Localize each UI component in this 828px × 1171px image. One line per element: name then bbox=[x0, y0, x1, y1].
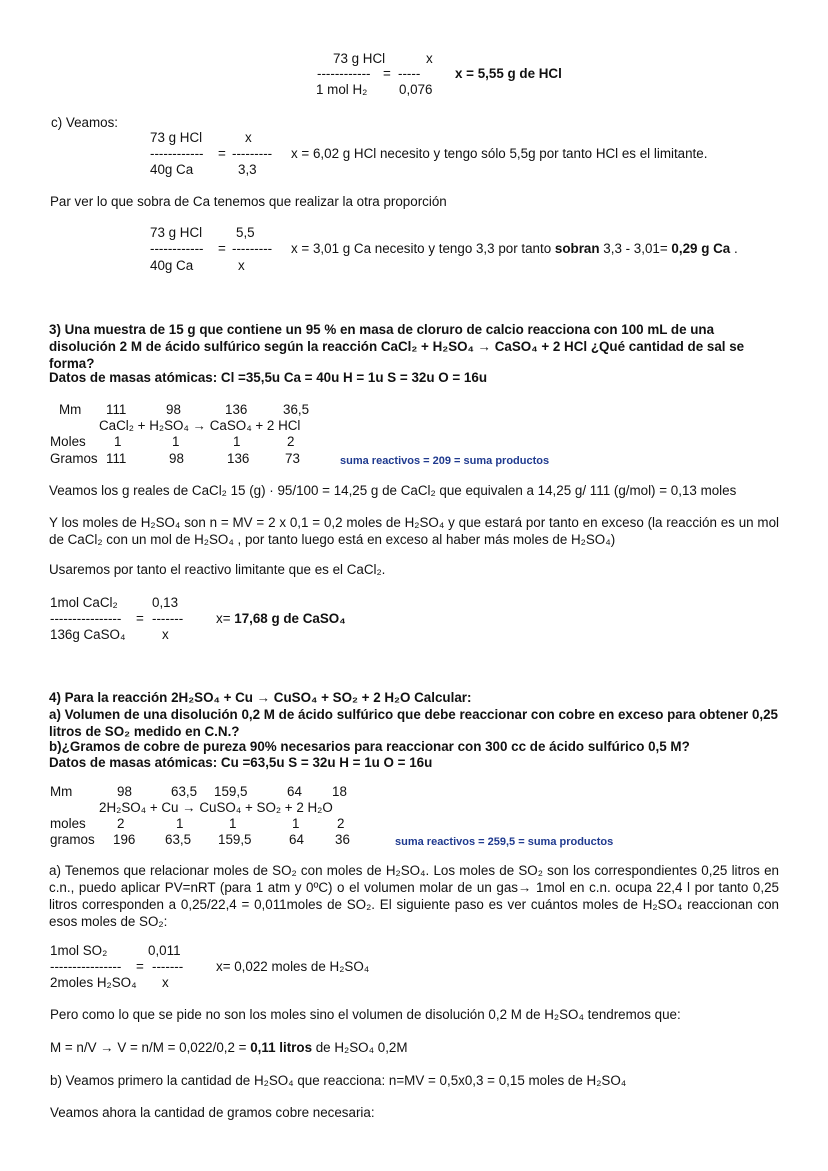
p3-prop-equals: = bbox=[136, 611, 144, 626]
part-c-dashes-2: --------- bbox=[232, 146, 273, 161]
p3-moles-label: Moles bbox=[50, 434, 86, 449]
problem-4-paragraph-4: b) Veamos primero la cantidad de H₂SO₄ que reacciona: n=MV = 0,5x0,3 = 0,15 moles de H₂SO₄ bbox=[50, 1073, 627, 1088]
p4-prop-numerator-x: 0,011 bbox=[148, 943, 181, 958]
p4-grams-value: 159,5 bbox=[218, 832, 252, 847]
ca-prop-numerator-x: 5,5 bbox=[236, 225, 255, 240]
problem-3-paragraph-3: Usaremos por tanto el reactivo limitante que es el CaCl₂. bbox=[49, 562, 386, 577]
p3-prop-dashes-2: ------- bbox=[152, 611, 184, 626]
p3-moles-value: 1 bbox=[233, 434, 241, 449]
ca-prop-denominator: 40g Ca bbox=[150, 258, 194, 273]
top-prop-dashes-2: ----- bbox=[398, 66, 421, 81]
problem-4-title: 4) Para la reacción 2H₂SO₄ + Cu → CuSO₄ + SO₂ + 2 H₂O Calcular: bbox=[49, 690, 472, 705]
p4-prop-equals: = bbox=[136, 959, 144, 974]
part-c-result: x = 6,02 g HCl necesito y tengo sólo 5,5g por tanto HCl es el limitante. bbox=[291, 146, 708, 161]
p4-grams-label: gramos bbox=[50, 832, 95, 847]
top-prop-numerator: 73 g HCl bbox=[333, 51, 386, 66]
ca-prop-dashes-2: --------- bbox=[232, 241, 273, 256]
p3-mm-value: 36,5 bbox=[283, 402, 310, 417]
p4-grams-value: 36 bbox=[335, 832, 350, 847]
p4-mm-label: Mm bbox=[50, 784, 73, 799]
p3-reaction: CaCl₂ + H₂SO₄ → CaSO₄ + 2 HCl bbox=[99, 418, 301, 433]
p4-prop-numerator: 1mol SO₂ bbox=[50, 943, 108, 958]
p3-moles-value: 2 bbox=[287, 434, 295, 449]
p4-mm-value: 18 bbox=[332, 784, 347, 799]
top-prop-denominator-x: 0,076 bbox=[399, 82, 433, 97]
p4-moles-value: 1 bbox=[176, 816, 184, 831]
problem-4-masses: Datos de masas atómicas: Cu =63,5u S = 32u H = 1u O = 16u bbox=[49, 755, 433, 770]
p3-sum-note: suma reactivos = 209 = suma productos bbox=[340, 455, 550, 467]
p4-moles-label: moles bbox=[50, 816, 86, 831]
ca-prop-numerator: 73 g HCl bbox=[150, 225, 203, 240]
p4-sum-note: suma reactivos = 259,5 = suma productos bbox=[395, 836, 614, 848]
ca-prop-equals: = bbox=[218, 241, 226, 256]
p4-grams-value: 63,5 bbox=[165, 832, 192, 847]
par-ver-text: Par ver lo que sobra de Ca tenemos que realizar la otra proporción bbox=[50, 194, 447, 209]
problem-3-paragraph-1: Veamos los g reales de CaCl₂ 15 (g) · 95/100 = 14,25 g de CaCl₂ que equivalen a 14,25 g/ 111 (g/mol) = 0,13 moles bbox=[49, 483, 737, 498]
p3-mm-value: 111 bbox=[106, 402, 127, 417]
part-c-denominator: 40g Ca bbox=[150, 162, 194, 177]
p3-prop-numerator: 1mol CaCl₂ bbox=[50, 595, 118, 610]
p4-reaction: 2H₂SO₄ + Cu → CuSO₄ + SO₂ + 2 H₂O bbox=[99, 800, 333, 815]
problem-4-question-b: b)¿Gramos de cobre de pureza 90% necesarios para reaccionar con 300 cc de ácido sulfúrico 0,5 M? bbox=[49, 739, 690, 754]
part-c-dashes: ------------ bbox=[150, 146, 204, 161]
part-c-numerator: 73 g HCl bbox=[150, 130, 203, 145]
p4-moles-value: 1 bbox=[229, 816, 237, 831]
p4-mm-value: 64 bbox=[287, 784, 302, 799]
p4-prop-denominator-x: x bbox=[162, 975, 169, 990]
problem-3-masses: Datos de masas atómicas: Cl =35,5u Ca = 40u H = 1u S = 32u O = 16u bbox=[49, 370, 488, 385]
p3-grams-value: 73 bbox=[285, 451, 300, 466]
ca-prop-result: x = 3,01 g Ca necesito y tengo 3,3 por tanto sobran 3,3 - 3,01= 0,29 g Ca . bbox=[291, 241, 738, 256]
p4-prop-denominator: 2moles H₂SO₄ bbox=[50, 975, 137, 990]
p3-grams-value: 136 bbox=[227, 451, 250, 466]
top-prop-equals: = bbox=[383, 66, 391, 81]
p4-mm-value: 159,5 bbox=[214, 784, 248, 799]
p3-grams-label: Gramos bbox=[50, 451, 98, 466]
p4-mm-value: 63,5 bbox=[171, 784, 198, 799]
top-prop-dashes: ------------ bbox=[317, 66, 371, 81]
problem-4-question-a: a) Volumen de una disolución 0,2 M de ácido sulfúrico que debe reaccionar con cobre en exceso para obtener 0,25 litros de SO₂ medido en C.N.? bbox=[49, 707, 779, 739]
top-prop-denominator: 1 mol H₂ bbox=[316, 82, 368, 97]
p3-prop-numerator-x: 0,13 bbox=[152, 595, 179, 610]
p4-moles-value: 2 bbox=[117, 816, 125, 831]
problem-4-paragraph-5: Veamos ahora la cantidad de gramos cobre necesaria: bbox=[50, 1105, 375, 1120]
p3-prop-result: x= 17,68 g de CaSO₄ bbox=[216, 611, 346, 626]
problem-4-paragraph-3: M = n/V → V = n/M = 0,022/0,2 = 0,11 litros de H₂SO₄ 0,2M bbox=[50, 1040, 408, 1055]
p4-prop-dashes-2: ------- bbox=[152, 959, 184, 974]
p3-prop-dashes: ---------------- bbox=[50, 611, 122, 626]
part-c-denominator-x: 3,3 bbox=[238, 162, 257, 177]
p3-moles-value: 1 bbox=[172, 434, 180, 449]
p3-prop-denominator: 136g CaSO₄ bbox=[50, 627, 126, 642]
p4-prop-dashes: ---------------- bbox=[50, 959, 122, 974]
top-prop-result: x = 5,55 g de HCl bbox=[455, 66, 562, 81]
ca-prop-dashes: ------------ bbox=[150, 241, 204, 256]
p3-mm-label: Mm bbox=[59, 402, 82, 417]
problem-3-paragraph-2: Y los moles de H₂SO₄ son n = MV = 2 x 0,1 = 0,2 moles de H₂SO₄ y que estará por tanto en exceso (la reacción es un mol de CaCl₂ con un mol de H₂SO₄ , por tanto luego está en exceso al haber más moles de H₂SO₄) bbox=[49, 515, 779, 547]
top-prop-numerator-x: x bbox=[426, 51, 433, 66]
ca-prop-denominator-x: x bbox=[238, 258, 245, 273]
problem-4-paragraph-2: Pero como lo que se pide no son los moles sino el volumen de disolución 0,2 M de H₂SO₄ tendremos que: bbox=[50, 1007, 681, 1022]
p3-prop-denominator-x: x bbox=[162, 627, 169, 642]
p3-moles-value: 1 bbox=[114, 434, 122, 449]
p3-mm-value: 136 bbox=[225, 402, 248, 417]
p4-moles-value: 1 bbox=[292, 816, 300, 831]
p4-grams-value: 64 bbox=[289, 832, 304, 847]
p3-grams-value: 111 bbox=[106, 451, 127, 466]
p4-grams-value: 196 bbox=[113, 832, 136, 847]
problem-3-statement: 3) Una muestra de 15 g que contiene un 95 % en masa de cloruro de calcio reacciona con 100 mL de una disolución 2 M de ácido sulfúrico según la reacción CaCl₂ + H₂SO₄ → CaSO₄ + 2 HCl ¿Qué cantidad de sal se forma? bbox=[49, 322, 745, 371]
part-c-label: c) Veamos: bbox=[51, 115, 118, 130]
p3-mm-value: 98 bbox=[166, 402, 181, 417]
p4-prop-result: x= 0,022 moles de H₂SO₄ bbox=[216, 959, 370, 974]
part-c-numerator-x: x bbox=[245, 130, 252, 145]
part-c-equals: = bbox=[218, 146, 226, 161]
p4-moles-value: 2 bbox=[337, 816, 345, 831]
p3-grams-value: 98 bbox=[169, 451, 184, 466]
p4-mm-value: 98 bbox=[117, 784, 132, 799]
problem-4-paragraph-1: a) Tenemos que relacionar moles de SO₂ con moles de H₂SO₄. Los moles de SO₂ son los correspondientes 0,25 litros en c.n., puedo aplicar PV=nRT (para 1 atm y 0ºC) o el volumen molar de un gas→ 1mol en c.n. ocupa 22,4 l por tanto 0,25 litros corresponden a 0,25/22,4 = 0,011moles de SO₂. El siguiente paso es ver cuántos moles de H₂SO₄ reaccionan con esos moles de SO₂: bbox=[49, 863, 779, 929]
